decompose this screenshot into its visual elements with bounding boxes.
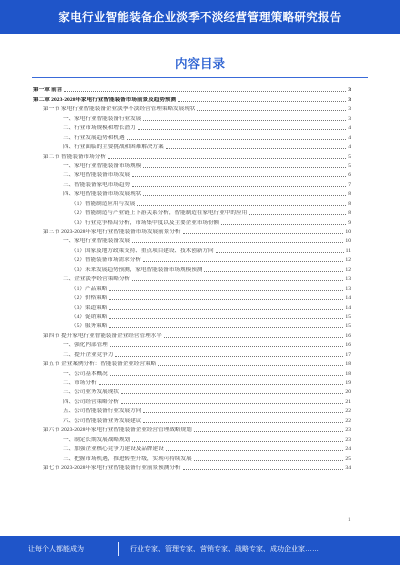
toc-entry[interactable] — [33, 255, 351, 264]
toc-entry[interactable] — [33, 340, 351, 349]
toc-entry-title: （3）未来发展趋势预测，家电智能装备市场规模预测 — [71, 266, 203, 273]
toc-entry[interactable] — [33, 94, 351, 103]
toc-leader-dots — [194, 431, 344, 432]
toc-entry[interactable] — [33, 170, 351, 179]
toc-leader-dots — [132, 280, 343, 281]
toc-leader-dots — [166, 450, 344, 451]
report-title: 家电行业智能装备企业淡季不淡经营管理策略研究报告 — [58, 12, 342, 24]
page-number: 1 — [348, 518, 351, 523]
toc-entry-page: 3 — [348, 106, 351, 113]
toc-entry-page: 11 — [345, 247, 351, 254]
toc-entry-page: 19 — [345, 380, 351, 386]
toc-entry-title: 一、强化内部管理 — [63, 342, 108, 349]
toc-leader-dots — [132, 441, 343, 442]
toc-leader-dots — [108, 158, 346, 159]
toc-entry-title: 三、把握市场机遇，推进转型升级，实现可持续发展 — [63, 455, 192, 462]
toc-entry-page: 18 — [345, 370, 351, 377]
toc-entry[interactable] — [33, 113, 351, 122]
toc-entry-title: 一、制定长期发展战略规划 — [63, 436, 131, 443]
toc-entry-page: 22 — [345, 408, 351, 415]
toc-leader-dots — [137, 205, 346, 206]
toc-leader-dots — [110, 346, 344, 347]
toc-leader-dots — [194, 460, 344, 461]
toc-leader-dots — [109, 318, 343, 319]
toc-leader-dots — [143, 167, 346, 168]
toc-entry-page: 13 — [345, 285, 351, 292]
toc-entry[interactable] — [33, 425, 351, 434]
toc-entry-page: 3 — [348, 115, 351, 122]
toc-entry-page: 5 — [348, 153, 351, 160]
toc-entry-page: 12 — [345, 257, 351, 264]
toc-leader-dots — [221, 224, 346, 225]
toc-leader-dots — [143, 195, 346, 196]
toc-leader-dots — [143, 120, 346, 121]
table-of-contents — [33, 85, 351, 472]
toc-leader-dots — [132, 242, 343, 243]
toc-entry-title: 第一节 家电行业智能装备企业淡季不淡经营管理策略发展现状 — [43, 106, 196, 113]
toc-entry-page: 24 — [345, 446, 351, 453]
toc-leader-dots — [183, 469, 344, 470]
toc-entry-page: 16 — [345, 342, 351, 349]
toc-entry-page: 5 — [348, 162, 351, 169]
toc-entry-page: 7 — [348, 181, 351, 188]
toc-entry-page: 13 — [345, 276, 351, 283]
toc-entry[interactable] — [33, 463, 351, 472]
toc-entry-title: （5）服务策略 — [71, 323, 108, 330]
toc-entry-title: 第五节 企业案例分析：智能装备企业经营策略 — [43, 361, 157, 368]
toc-leader-dots — [183, 233, 344, 234]
toc-leader-dots — [64, 91, 346, 92]
toc-entry[interactable] — [33, 406, 351, 415]
toc-entry[interactable] — [33, 396, 351, 405]
toc-leader-dots — [204, 271, 343, 272]
toc-entry-page: 23 — [345, 436, 351, 443]
toc-leader-dots — [143, 422, 343, 423]
toc-entry-title: 第二章 2023-2028年家电行业智能装备市场前景及趋势预测 — [33, 96, 177, 103]
toc-entry[interactable] — [33, 378, 351, 387]
toc-leader-dots — [109, 299, 343, 300]
toc-entry-page: 8 — [348, 200, 351, 207]
toc-entry-page: 17 — [345, 351, 351, 358]
toc-divider — [32, 77, 368, 78]
toc-entry-title: （1）智能制造应用与发展 — [71, 200, 136, 207]
toc-entry-page: 14 — [345, 304, 351, 311]
toc-entry-title: （1）产品策略 — [71, 285, 108, 292]
toc-entry-title: 第一章 前言 — [33, 87, 63, 94]
toc-entry[interactable] — [33, 104, 351, 113]
toc-entry-title: 一、公司基本概况 — [63, 370, 108, 377]
toc-entry-title: 二、行业市场规模和增长潜力 — [63, 125, 136, 132]
toc-entry[interactable] — [33, 142, 351, 151]
toc-entry-title: （2）价格策略 — [71, 295, 108, 302]
toc-leader-dots — [110, 375, 344, 376]
toc-entry-page: 3 — [348, 87, 351, 94]
toc-entry-page: 23 — [345, 427, 351, 434]
toc-leader-dots — [249, 214, 346, 215]
footer-slogan: 让每个人都能成为 — [28, 546, 84, 553]
toc-entry-page: 4 — [348, 144, 351, 151]
toc-entry[interactable] — [33, 123, 351, 132]
toc-entry-page: 12 — [345, 266, 351, 273]
toc-entry-title: 一、家电行业智能装备市场规模 — [63, 162, 142, 169]
toc-entry[interactable] — [33, 217, 351, 226]
toc-entry-page: 9 — [348, 219, 351, 226]
toc-leader-dots — [166, 148, 347, 149]
toc-entry-title: 第六节 2023-2028年家电行业智能装备企业经营管理战略规划 — [43, 427, 192, 434]
toc-entry-page: 25 — [345, 455, 351, 462]
footer-bar — [0, 536, 400, 565]
toc-leader-dots — [99, 384, 344, 385]
toc-entry-title: 第七节 2023-2028年家电行业智能装备行业前景预测分析 — [43, 464, 181, 471]
toc-entry-title: 二、家电智能装备市场发展 — [63, 172, 131, 179]
toc-leader-dots — [132, 176, 346, 177]
toc-entry[interactable] — [33, 189, 351, 198]
toc-entry-title: 三、行业发展趋势和机遇 — [63, 134, 125, 141]
footer-divider — [118, 542, 119, 556]
toc-entry-title: 第二节 智能装备市场分析 — [43, 153, 106, 160]
toc-leader-dots — [197, 110, 346, 111]
toc-entry[interactable] — [33, 179, 351, 188]
toc-entry-page: 4 — [348, 125, 351, 132]
toc-leader-dots — [127, 139, 347, 140]
toc-entry[interactable] — [33, 85, 351, 94]
toc-entry[interactable] — [33, 349, 351, 358]
toc-entry[interactable] — [33, 151, 351, 160]
toc-entry-title: 二、加强企业核心竞争力建设及品牌建设 — [63, 446, 164, 453]
toc-entry-title: 三、智能装备家电市场趋势 — [63, 181, 131, 188]
toc-entry-title: （3）行业竞争格局分析，市场集中度以及主要企业市场份额 — [71, 219, 220, 226]
toc-entry-title: （3）渠道策略 — [71, 304, 108, 311]
toc-entry[interactable] — [33, 245, 351, 254]
toc-entry[interactable] — [33, 387, 351, 396]
toc-entry[interactable] — [33, 293, 351, 302]
toc-entry[interactable] — [33, 321, 351, 330]
header-bar — [0, 0, 400, 34]
toc-leader-dots — [158, 365, 343, 366]
toc-entry-title: 二、提升企业竞争力 — [63, 351, 114, 358]
toc-entry[interactable] — [33, 236, 351, 245]
toc-leader-dots — [216, 252, 344, 253]
toc-entry-page: 3 — [348, 96, 351, 103]
toc-entry[interactable] — [33, 434, 351, 443]
toc-entry-page: 15 — [345, 313, 351, 320]
toc-entry-page: 6 — [348, 172, 351, 179]
toc-entry-title: 六、公司智能装备业务发展建议 — [63, 417, 142, 424]
toc-entry-page: 34 — [345, 464, 351, 471]
toc-entry-title: 一、家电行业智能装备发展 — [63, 238, 131, 245]
toc-entry[interactable] — [33, 264, 351, 273]
toc-entry-page: 21 — [345, 398, 351, 405]
toc-entry-title: 三、公司业务发展现状 — [63, 389, 119, 396]
toc-entry-page: 10 — [345, 238, 351, 245]
toc-entry-title: （4）促销策略 — [71, 313, 108, 320]
toc-entry[interactable] — [33, 302, 351, 311]
toc-leader-dots — [178, 101, 346, 102]
toc-entry[interactable] — [33, 198, 351, 207]
toc-entry-page: 14 — [345, 295, 351, 302]
toc-entry-title: 二、市场分析 — [63, 380, 97, 386]
toc-entry[interactable] — [33, 359, 351, 368]
toc-entry-page: 16 — [345, 332, 351, 339]
toc-entry-page: 18 — [345, 361, 351, 368]
toc-entry-title: （1）国家及地方政策支持、重点项目建设、技术创新方向 — [71, 247, 214, 254]
toc-entry-page: 8 — [348, 191, 351, 198]
toc-entry[interactable] — [33, 208, 351, 217]
toc-entry-title: （2）智能制造与产业链上下游关系分析，智能制造在家电行业中的应用 — [71, 210, 248, 217]
toc-entry-page: 15 — [345, 323, 351, 330]
toc-entry[interactable] — [33, 132, 351, 141]
toc-entry[interactable] — [33, 453, 351, 462]
toc-leader-dots — [132, 186, 346, 187]
toc-entry-title: 二、企业淡季经营策略分析 — [63, 276, 131, 283]
toc-entry-page: 22 — [345, 417, 351, 424]
toc-heading: 内容目录 — [174, 57, 225, 71]
toc-leader-dots — [121, 393, 343, 394]
toc-entry[interactable] — [33, 274, 351, 283]
toc-leader-dots — [138, 129, 346, 130]
toc-entry-page: 4 — [348, 134, 351, 141]
toc-entry[interactable] — [33, 330, 351, 339]
toc-entry[interactable] — [33, 312, 351, 321]
toc-leader-dots — [143, 412, 343, 413]
toc-leader-dots — [115, 356, 343, 357]
toc-entry[interactable] — [33, 368, 351, 377]
toc-entry[interactable] — [33, 444, 351, 453]
toc-entry-page: 10 — [345, 229, 351, 235]
toc-entry[interactable] — [33, 227, 351, 236]
toc-entry-title: 第四节 提升家电行业智能装备企业经营管理水平 — [43, 332, 162, 339]
toc-entry-page: 8 — [348, 210, 351, 217]
toc-entry[interactable] — [33, 283, 351, 292]
toc-entry-title: 四、行业面临的主要挑战和困难解决方案 — [63, 144, 164, 151]
toc-leader-dots — [164, 337, 344, 338]
toc-entry-page: 20 — [345, 389, 351, 396]
footer-tagline: 行业专家、管理专家、营销专家、战略专家、成功企业家…… — [130, 546, 319, 553]
toc-entry-title: 四、家电智能装备市场发展现状 — [63, 191, 142, 198]
toc-entry-title: 四、公司经营策略分析 — [63, 398, 119, 405]
toc-entry[interactable] — [33, 161, 351, 170]
toc-entry-title: 五、公司智能装备行业发展方向 — [63, 408, 142, 415]
toc-leader-dots — [109, 309, 343, 310]
toc-entry-title: 第三节 2023-2028年家电行业智能装备市场发展前景分析 — [43, 229, 181, 235]
toc-entry[interactable] — [33, 415, 351, 424]
toc-leader-dots — [121, 403, 343, 404]
toc-entry-title: （2）智能装备市场需求分析 — [71, 257, 141, 264]
toc-leader-dots — [109, 327, 343, 328]
toc-leader-dots — [109, 290, 343, 291]
toc-leader-dots — [143, 261, 343, 262]
toc-entry-title: 一、家电行业智能装备行业发展 — [63, 115, 142, 122]
